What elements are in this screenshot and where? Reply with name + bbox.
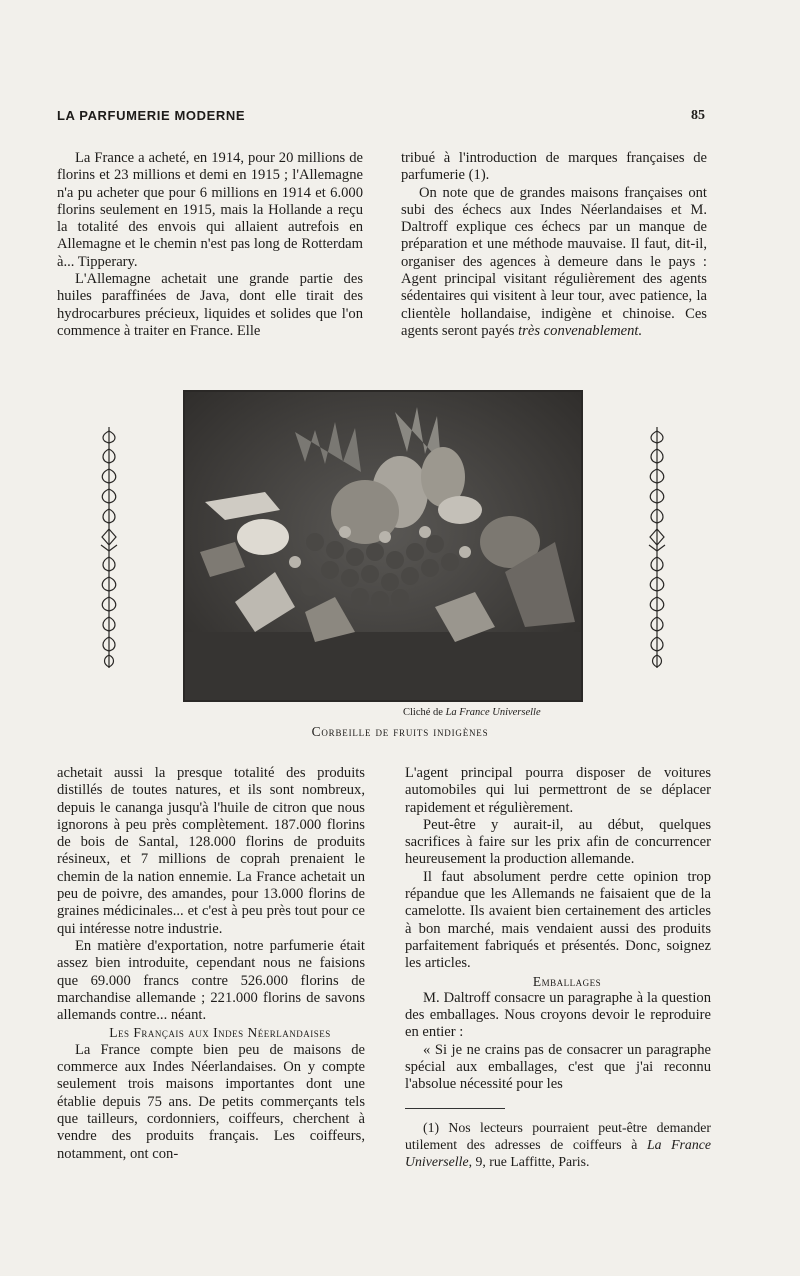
paragraph: Il faut absolument perdre cette opinion trop répandue que les Allemands ne faisaient que de la camelotte. Ils avaient bien certainement des articles à bon marché, mais vendaient aussi des produits parfaitement fabriqués et présentés. Donc, soignez les articles. bbox=[405, 868, 711, 972]
column-top-right bbox=[401, 150, 707, 340]
paragraph: « Si je ne crains pas de consacrer un paragraphe spécial aux emballages, c'est que j'ai reconnu l'absolue nécessité pour les bbox=[405, 1041, 711, 1093]
paragraph: L'Allemagne achetait une grande partie des huiles paraffinées de Java, dont elle tirait des hydrocarbures précieux, liquides et solides que l'on commence à traiter en France. Elle bbox=[57, 271, 363, 339]
paragraph: La France a acheté, en 1914, pour 20 millions de florins et 23 millions et demi en 1915 ; l'Allemagne n'a pu acheter que pour 6 millions en 1914 et 6.000 florins seulement en 1915, mais la Hollande a reçu la totalité des envois qui allaient autrefois en Allemagne et le chemin n'est pas long de Rotterdam à... Tipperary. bbox=[57, 150, 363, 270]
paragraph: La France compte bien peu de maisons de commerce aux Indes Néerlandaises. On y compte seulement trois maisons importantes dont une établie depuis 75 ans. De petits commerçants tels que tailleurs, cordonniers, coiffeurs, cherchent à vendre des produits français. Les coiffeurs, notamment, ont con- bbox=[57, 1041, 365, 1162]
paragraph: Peut-être y aurait-il, au début, quelques sacrifices à faire sur les prix afin de concurrencer heureusement la production allemande. bbox=[405, 816, 711, 868]
emphasis-text: très convenablement. bbox=[518, 322, 643, 339]
paragraph bbox=[401, 185, 707, 341]
paragraph: tribué à l'introduction de marques françaises de parfumerie (1). bbox=[401, 150, 707, 184]
section-heading: Emballages bbox=[532, 973, 602, 989]
page-number: 85 bbox=[691, 108, 705, 123]
figure-caption: Corbeille de fruits indigènes bbox=[311, 724, 489, 739]
decorative-vine-ornament bbox=[646, 425, 668, 670]
credit-prefix: Cliché de bbox=[403, 707, 446, 718]
page-header bbox=[57, 108, 705, 128]
paragraph: En matière d'exportation, notre parfumerie était assez bien introduite, cependant nous ne faisions que 69.000 francs contre 526.000 florins de marchandise allemande ; 221.000 florins de savons allemands contre... néant. bbox=[57, 937, 365, 1024]
fruit-basket-photograph bbox=[183, 390, 583, 702]
credit-source: La France Universelle bbox=[445, 707, 541, 718]
decorative-vine-ornament bbox=[98, 425, 120, 670]
column-bottom-right bbox=[405, 765, 711, 1170]
footnote bbox=[405, 1119, 711, 1170]
footnote-emphasis: La France Universelle bbox=[405, 1136, 711, 1169]
column-top-left bbox=[57, 150, 363, 340]
footnote-rule bbox=[405, 1108, 505, 1109]
running-title: LA PARFUMERIE MODERNE bbox=[57, 108, 246, 123]
footnote-text-part: , 9, rue Laffitte, Paris. bbox=[468, 1153, 590, 1169]
paragraph: L'agent principal pourra disposer de voitures automobiles qui lui permettront de se déplacer rapidement et régulièrement. bbox=[405, 765, 711, 816]
paragraph-text: On note que de grandes maisons françaises ont subi des échecs aux Indes Néerlandaises et M. Daltroff explique ces échecs par un manque de préparation et une méthode mauvaise. Il faut, dit-il, organiser des agences à demeure dans le pays : Agent principal visitant régulièrement des agents sédentaires qui visitent à leur tour, avec patience, la clientèle hollandaise, indigène et chinoise. Ces agents seront payés bbox=[401, 184, 707, 339]
footnote-text bbox=[405, 1119, 711, 1170]
paragraph: achetait aussi la presque totalité des produits distillés de toutes natures, et ils sont nombreux, depuis le cananga jusqu'à l'huile de citron que nous ignorons à peu près complètement. 187.000 florins de bois de Santal, 128.000 florins de produits résineux, et 7 millions de coprah prenaient le chemin de la nation ennemie. La France achetait un peu de poivre, des amandes, pour 13.000 florins de graines médicinales... et c'est à peu près tout pour ce qui intéresse notre industrie. bbox=[57, 765, 365, 937]
column-bottom-left bbox=[57, 765, 365, 1163]
photo-credit bbox=[403, 707, 541, 718]
section-heading: Les Français aux Indes Néerlandaises bbox=[109, 1025, 331, 1041]
footnote-text-part: (1) Nos lecteurs pourraient peut-être demander utilement des adresses de coiffeurs à bbox=[405, 1119, 711, 1152]
paragraph: M. Daltroff consacre un paragraphe à la question des emballages. Nous croyons devoir le reproduire en entier : bbox=[405, 989, 711, 1041]
